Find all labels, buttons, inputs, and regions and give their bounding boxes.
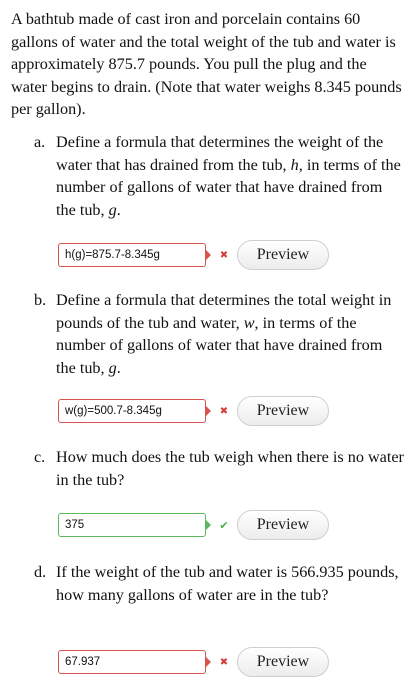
- part-letter: b.: [34, 291, 47, 309]
- answer-row-c: [58, 510, 329, 540]
- incorrect-x-icon: ✖: [219, 656, 229, 668]
- part-question: How much does the tub weigh when there is no water in the tub?: [56, 448, 404, 489]
- problem-statement: A bathtub made of cast iron and porcelain contains 60 gallons of water and the total weight of the tub and water is approximately 875.7 pounds. You pull the plug and the water begins to drain. (Note that water weighs 8.345 pounds per gallon).: [11, 10, 402, 119]
- incorrect-x-icon: ✖: [219, 405, 229, 417]
- incorrect-x-icon: ✖: [219, 249, 229, 261]
- correct-check-icon: ✔: [219, 518, 229, 532]
- preview-button-b[interactable]: Preview: [237, 396, 329, 426]
- preview-button-c[interactable]: Preview: [237, 510, 329, 540]
- variable-w: w: [243, 313, 255, 332]
- part-letter: a.: [34, 133, 46, 151]
- part-question: Define a formula that determines the total weight in pounds of the tub and water, w, in terms of the number of gallons of water that have drained from the tub, g.: [56, 291, 392, 377]
- variable-h: h: [290, 155, 299, 174]
- preview-button-a[interactable]: Preview: [237, 240, 329, 270]
- answer-input-a[interactable]: h(g)=875.7-8.345g: [58, 243, 206, 267]
- part-b: [34, 289, 406, 379]
- answer-row-a: [58, 240, 329, 270]
- part-letter: d.: [34, 563, 47, 581]
- part-d: [34, 561, 406, 606]
- part-c: [34, 446, 406, 491]
- part-question: If the weight of the tub and water is 566.935 pounds, how many gallons of water are in the tub?: [56, 563, 399, 604]
- answer-input-c[interactable]: 375: [58, 513, 206, 537]
- part-question: Define a formula that determines the weight of the water that has drained from the tub, h, in terms of the number of gallons of water that have drained from the tub, g.: [56, 133, 401, 219]
- variable-g: g: [108, 358, 117, 377]
- part-a: [34, 131, 406, 221]
- answer-row-d: [58, 647, 329, 677]
- part-letter: c.: [34, 448, 46, 466]
- answer-input-b[interactable]: w(g)=500.7-8.345g: [58, 399, 206, 423]
- preview-button-d[interactable]: Preview: [237, 647, 329, 677]
- answer-row-b: [58, 396, 329, 426]
- variable-g: g: [108, 200, 117, 219]
- answer-input-d[interactable]: 67.937: [58, 650, 206, 674]
